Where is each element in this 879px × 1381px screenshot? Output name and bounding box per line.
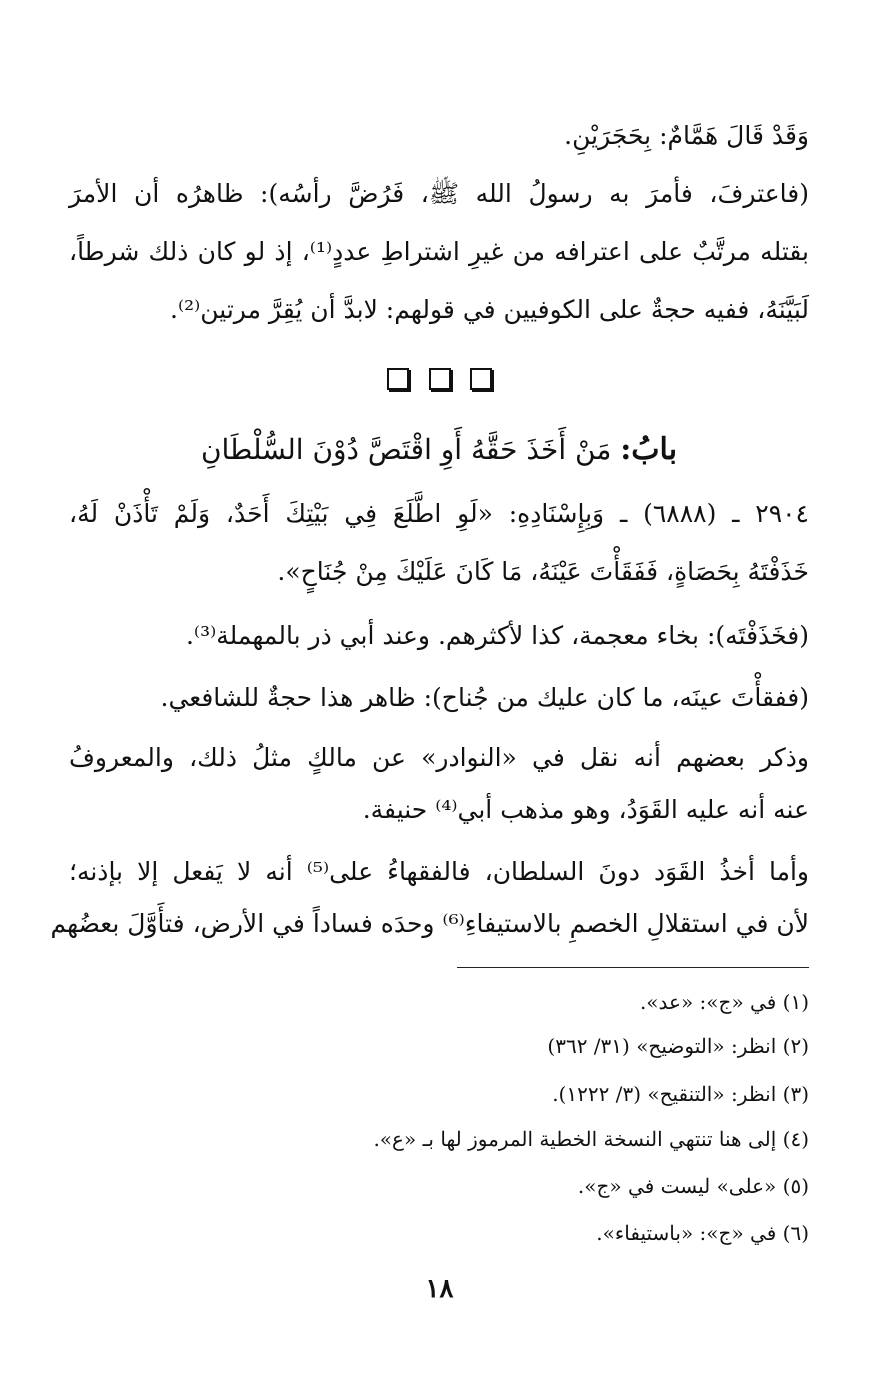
square-ornament-icon bbox=[387, 368, 409, 390]
footnote-3: (٣) انظر: «التنقيح» (٣/ ١٢٢٢). bbox=[552, 1082, 809, 1106]
footnote-6: (٦) في «ج»: «باستيفاء». bbox=[596, 1221, 809, 1245]
footnote-1: (١) في «ج»: «عد». bbox=[639, 990, 809, 1014]
footnote-divider bbox=[457, 967, 809, 968]
footnote-2: (٢) انظر: «التوضيح» (٣١/ ٣٦٢) bbox=[547, 1034, 809, 1058]
footnote-4: (٤) إلى هنا تنتهي النسخة الخطية المرموز لها بـ «ع». bbox=[373, 1127, 809, 1151]
square-ornament-icon bbox=[429, 368, 451, 390]
footnote-5: (٥) «على» ليست في «ج». bbox=[577, 1174, 809, 1198]
commentary-line-1: (فخَذَفْتَه): بخاء معجمة، كذا لأكثرهم. وعند أبي ذر بالمهملة⁽³⁾. bbox=[185, 621, 809, 650]
commentary-line-6: لأن في استقلالِ الخصمِ بالاستيفاءِ⁽⁶⁾ وحدَه فساداً في الأرض، فتأَوَّلَ بعضُهم bbox=[50, 909, 809, 938]
commentary-line-3: وذكر بعضهم أنه نقل في «النوادر» عن مالكٍ مثلُ ذلك، والمعروفُ bbox=[69, 743, 809, 772]
text-line-3: بقتله مرتَّبٌ على اعترافه من غيرِ اشتراطِ عددٍ⁽¹⁾، إذ لو كان ذلك شرطاً، bbox=[69, 237, 809, 266]
commentary-line-4: عنه أنه عليه القَوَدُ، وهو مذهب أبي⁽⁴⁾ حنيفة. bbox=[362, 795, 809, 824]
chapter-title: مَنْ أَخَذَ حَقَّهُ أَوِ اقْتَصَّ دُوْنَ السُّلْطَانِ bbox=[200, 433, 612, 466]
chapter-label: بابُ: bbox=[620, 432, 678, 467]
hadith-line-1: ٢٩٠٤ ـ (٦٨٨٨) ـ وَبِإِسْنَادِهِ: «لَوِ اطَّلَعَ فِي بَيْتِكَ أَحَدٌ، وَلَمْ تَأْذَنْ لَهُ، bbox=[69, 499, 809, 528]
text-line-4: لَبَيَّنَهُ، ففيه حجةٌ على الكوفيين في قولهم: لابدَّ أن يُقِرَّ مرتين⁽²⁾. bbox=[170, 295, 809, 324]
hadith-line-2: خَذَفْتَهُ بِحَصَاةٍ، فَفَقَأْتَ عَيْنَهُ، مَا كَانَ عَلَيْكَ مِنْ جُنَاحٍ». bbox=[277, 557, 809, 586]
page-number: ١٨ bbox=[425, 1274, 454, 1304]
section-separator bbox=[0, 368, 879, 390]
commentary-line-5: وأما أخذُ القَوَد دونَ السلطان، فالفقهاءُ على⁽⁵⁾ أنه لا يَفعل إلا بإذنه؛ bbox=[69, 857, 809, 886]
commentary-line-2: (ففقأْتَ عينَه، ما كان عليك من جُناح): ظاهر هذا حجةٌ للشافعي. bbox=[160, 683, 809, 712]
square-ornament-icon bbox=[470, 368, 492, 390]
text-line-2: (فاعترفَ، فأمرَ به رسولُ الله ﷺ، فَرُضَّ رأسُه): ظاهرُه أن الأمرَ bbox=[69, 179, 809, 208]
chapter-heading bbox=[69, 428, 809, 472]
text-line-1: وَقَدْ قَالَ هَمَّامٌ: بِحَجَرَيْنِ. bbox=[564, 121, 809, 150]
